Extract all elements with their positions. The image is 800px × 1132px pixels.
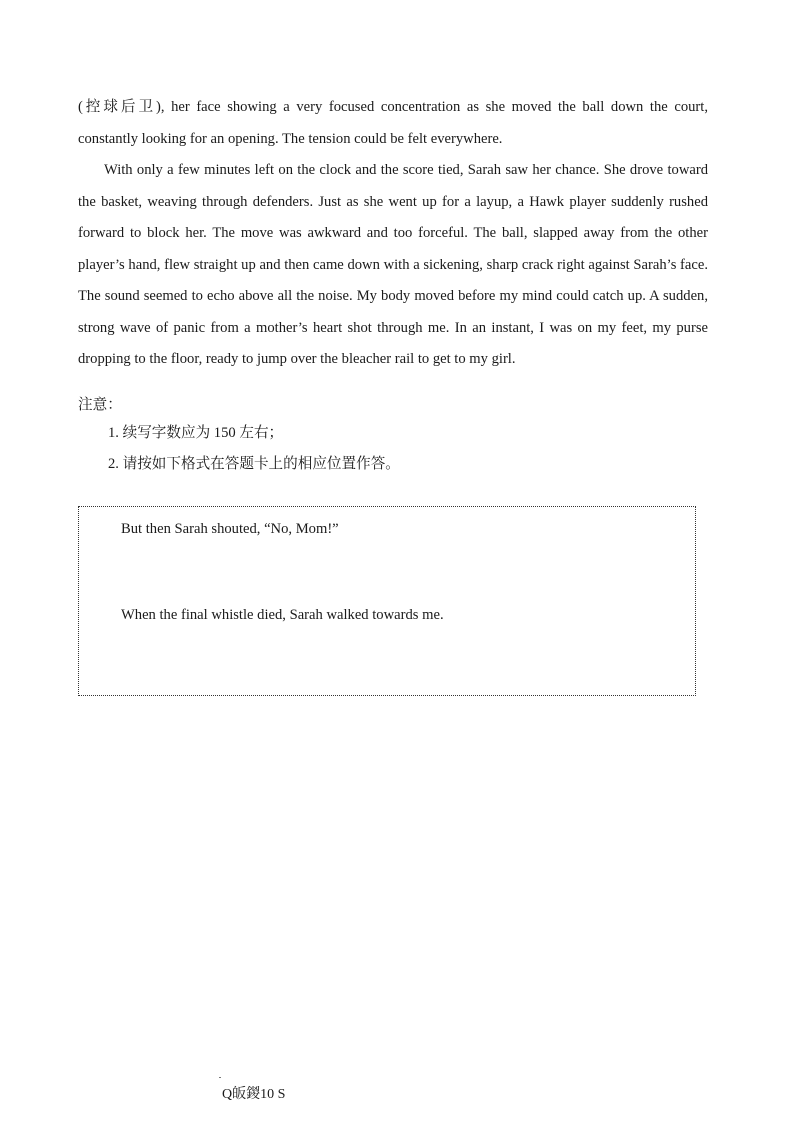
passage-paragraph-1: (控球后卫), her face showing a very focused concentration as she moved the ball down the court, constantly looking for an opening. The tension could be felt everywhere. <box>78 99 708 147</box>
notes-item-2: 2. 请按如下格式在答题卡上的相应位置作答。 <box>108 456 400 472</box>
answer-opening-line: But then Sarah shouted, “No, Mom!” <box>121 521 339 537</box>
answer-second-paragraph-line: When the final whistle died, Sarah walked towards me. <box>121 607 444 623</box>
notes-item-1: 1. 续写字数应为 150 左右； <box>108 425 284 441</box>
scan-speck <box>219 1077 221 1078</box>
notes-title: 注意： <box>78 397 122 413</box>
page-footer-text: Q皈鍐10 S <box>222 1087 286 1102</box>
notes-list <box>108 421 400 483</box>
passage-paragraph-2: With only a few minutes left on the clock and the score tied, Sarah saw her chance. She drove toward the basket, weaving through defenders. Just as she went up for a layup, a Hawk player suddenly rushed forward to block her. The move was awkward and too forceful. The ball, slapped away from the other player’s hand, flew straight up and then came down with a sickening, sharp crack right against Sarah’s face. The sound seemed to echo above all the noise. My body moved before my mind could catch up. A sudden, strong wave of panic from a mother’s heart shot through me. In an instant, I was on my feet, my purse dropping to the floor, ready to jump over the bleacher rail to get to my girl. <box>78 162 708 367</box>
answer-format-box <box>78 506 696 696</box>
